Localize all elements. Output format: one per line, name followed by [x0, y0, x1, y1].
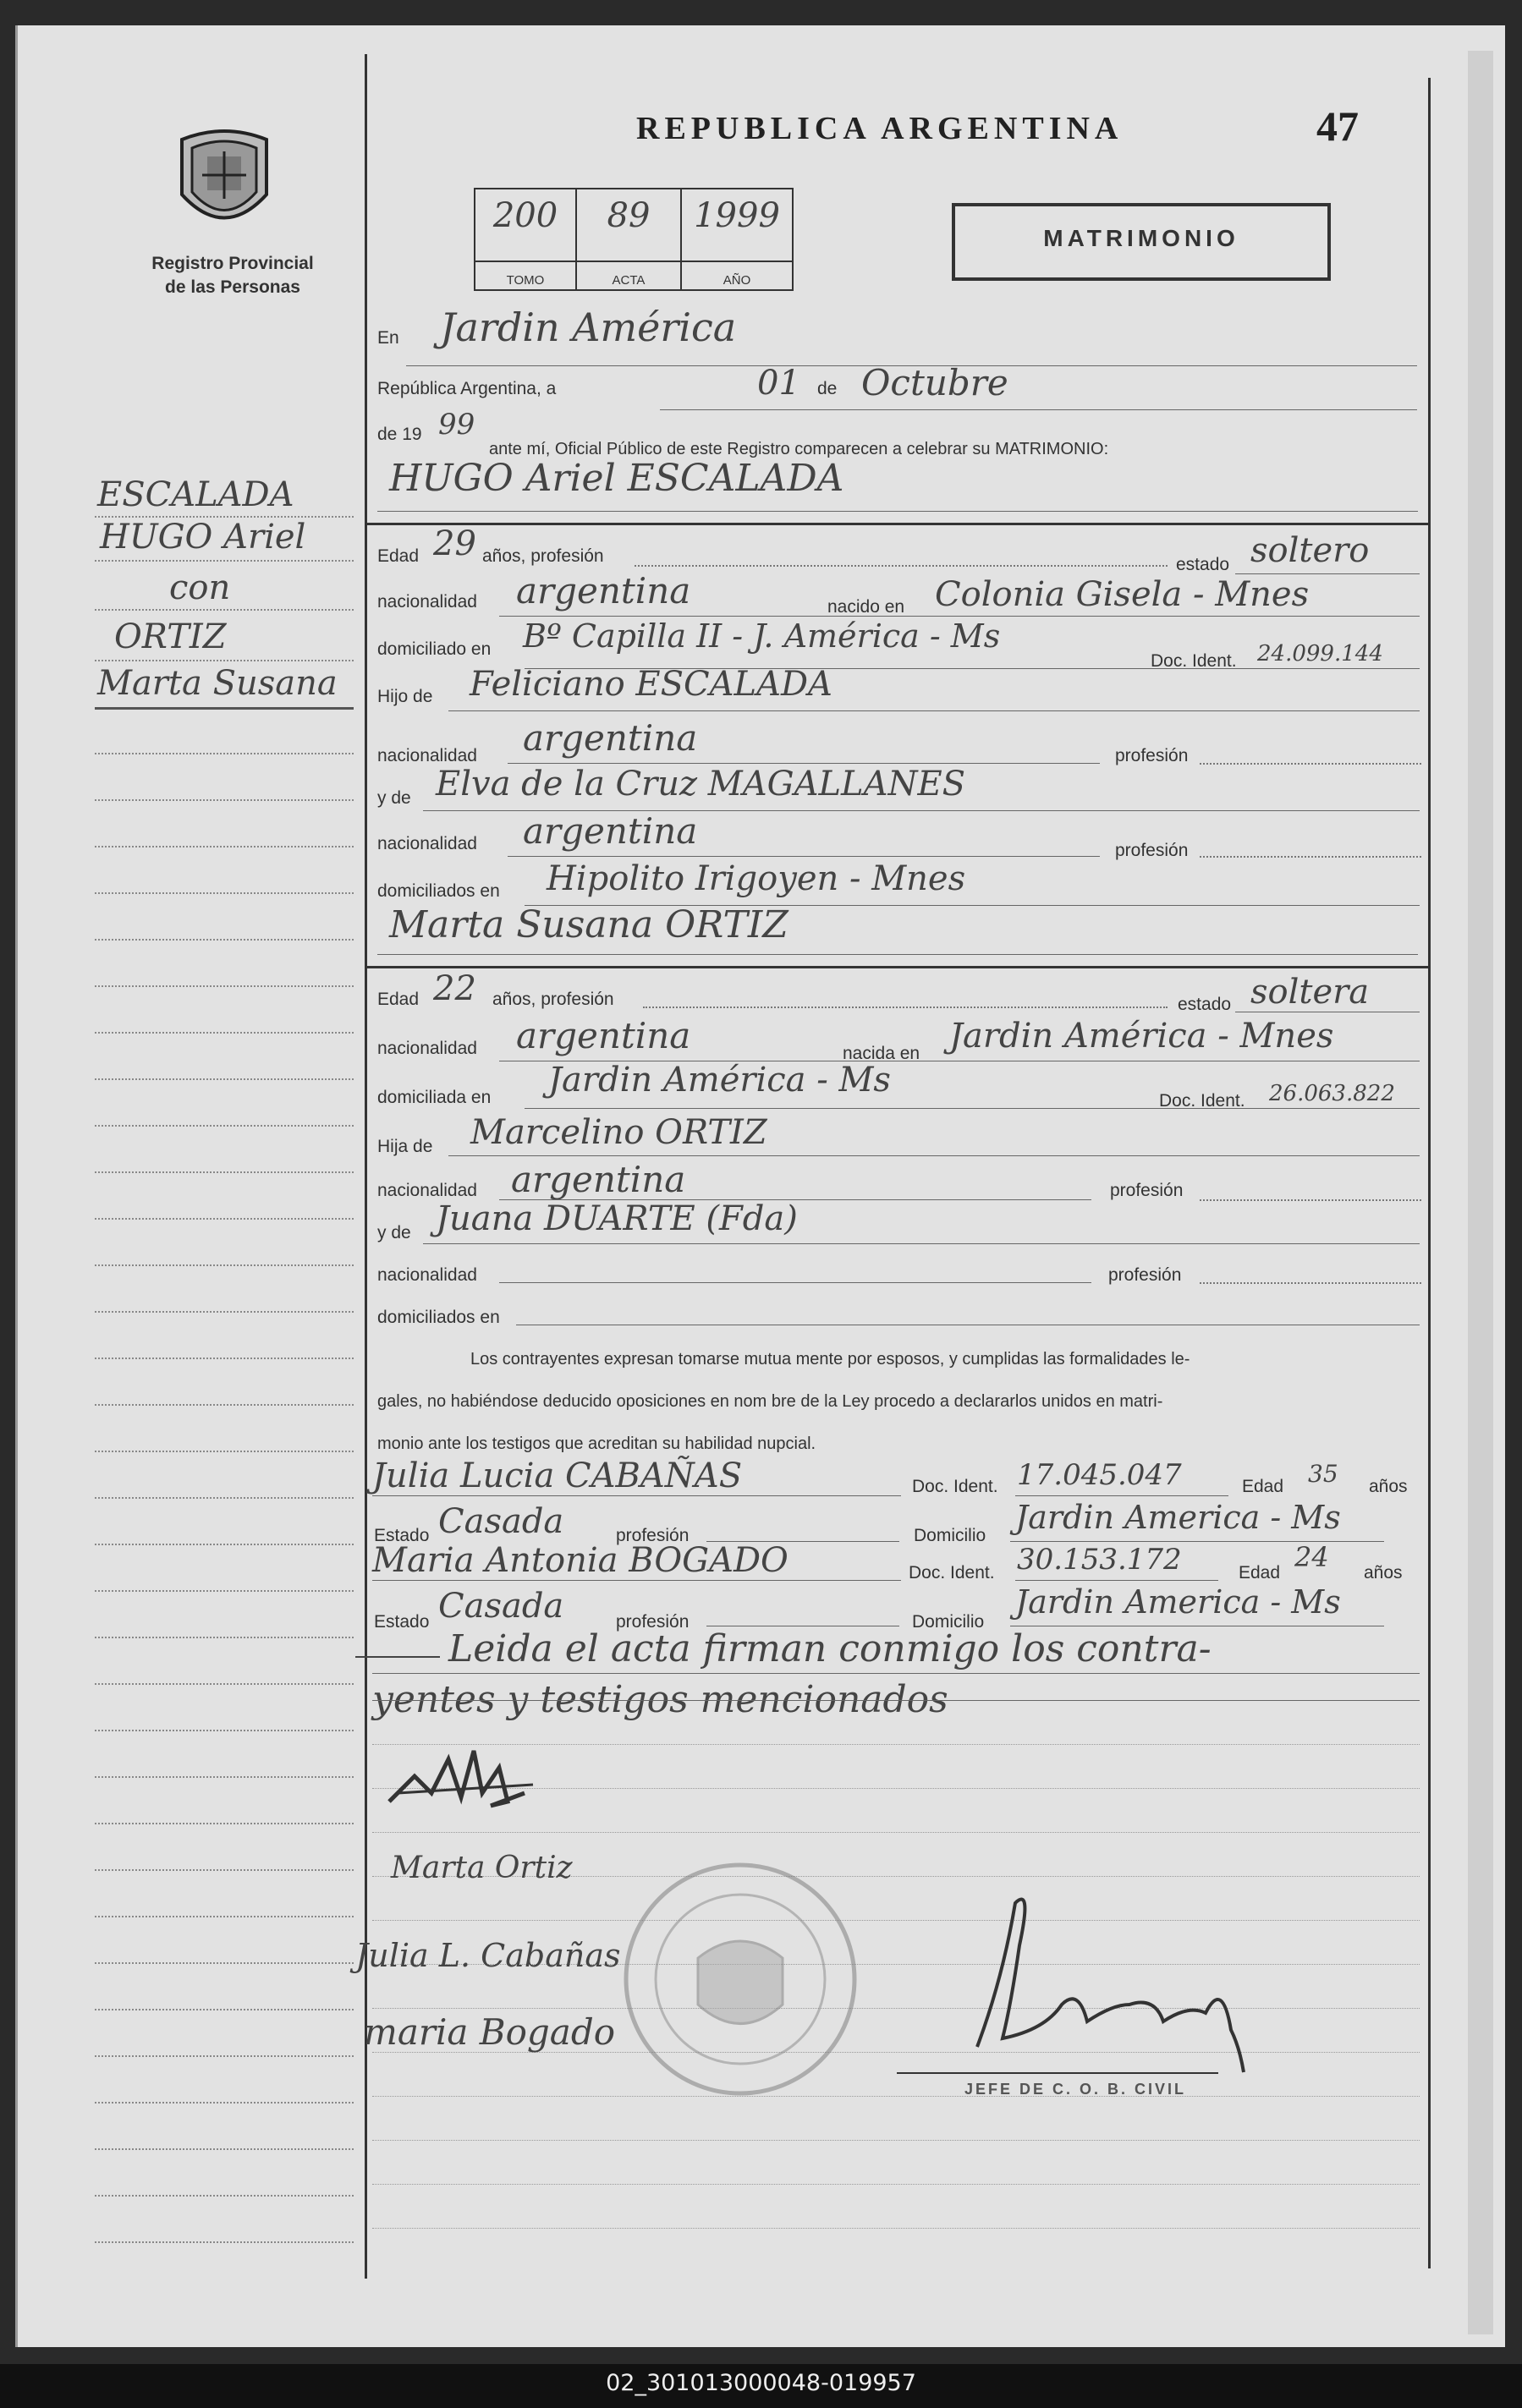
ano-value: 1999 — [694, 196, 780, 235]
witness1-doc-label: Doc. Ident. — [912, 1477, 998, 1496]
groom-doc-label: Doc. Ident. — [1151, 651, 1237, 671]
acta-label: ACTA — [612, 273, 646, 288]
groom-mother-nac: argentina — [523, 810, 698, 852]
groom-father-nac: argentina — [523, 717, 698, 759]
closing-rule-2 — [372, 1700, 1420, 1701]
bride-mother-nac-rule — [499, 1282, 1091, 1283]
signature-witness2: maria Bogado — [364, 2011, 616, 2053]
witness2-prof-label: profesión — [616, 1612, 690, 1632]
groom-domicilio: Bº Capilla II - J. América - Ms — [523, 617, 1001, 655]
ano-cell — [682, 189, 792, 289]
witness2-domicilio: Jardin America - Ms — [1015, 1583, 1341, 1621]
act-type-label: MATRIMONIO — [1043, 225, 1239, 251]
margin-line — [95, 660, 354, 661]
bride-doc-label: Doc. Ident. — [1159, 1091, 1245, 1111]
ano-label: AÑO — [723, 273, 751, 288]
place-value: Jardin América — [440, 304, 737, 350]
groom-prof-line — [635, 565, 1168, 567]
groom-mother: Elva de la Cruz MAGALLANES — [436, 765, 966, 804]
groom-section-rule — [367, 523, 1430, 525]
witness1-estado-label: Estado — [374, 1526, 430, 1545]
bride-hija-label: Hija de — [377, 1137, 433, 1156]
margin-line — [95, 707, 354, 710]
groom-anos-prof-label: años, profesión — [482, 546, 604, 566]
day-value: 01 — [757, 364, 800, 403]
republica-label: República Argentina, a — [377, 379, 557, 398]
witness2-edad-label: Edad — [1239, 1563, 1281, 1582]
groom-domiciliados-label: domiciliados en — [377, 881, 500, 901]
witness2-name-rule — [372, 1580, 901, 1581]
witness1-anos-label: años — [1369, 1477, 1408, 1496]
witness1-domicilio: Jardin America - Ms — [1015, 1499, 1341, 1536]
groom-signature — [381, 1734, 550, 1818]
bride-domicilio: Jardin América - Ms — [548, 1061, 891, 1100]
bride-yde-label: y de — [377, 1223, 411, 1242]
groom-mother-nac-rule — [508, 856, 1100, 857]
margin-given-groom: HUGO Ariel — [100, 518, 306, 557]
groom-dom-label: domiciliado en — [377, 639, 492, 659]
page-number: 47 — [1316, 102, 1359, 150]
bride-father-prof-line — [1200, 1199, 1421, 1201]
scan-identifier: 02_301013000048-019957 — [606, 2370, 916, 2396]
groom-nacionalidad: argentina — [516, 570, 691, 612]
witness1-doc-rule — [1015, 1495, 1228, 1496]
bride-father-nac-label: nacionalidad — [377, 1181, 477, 1200]
bride-mother-rule — [423, 1243, 1420, 1244]
bride-name-rule — [377, 954, 1418, 955]
bride-edad-label: Edad — [377, 990, 420, 1009]
declaration-line-2: gales, no habiéndose deducido oposiciones en nom bre de la Ley procedo a declararlos unidos en matri- — [377, 1392, 1163, 1411]
groom-mother-nac-label: nacionalidad — [377, 834, 477, 853]
groom-father-rule — [448, 710, 1420, 711]
record-box-divider — [475, 261, 792, 262]
page-edge — [1468, 51, 1493, 2334]
bride-mother-prof-line — [1200, 1282, 1421, 1284]
bride-nacida-en: Jardin América - Mnes — [949, 1017, 1334, 1056]
closing-rule-1 — [372, 1673, 1420, 1674]
bride-nacida-label: nacida en — [843, 1044, 920, 1063]
registry-name-line1: Registro Provincial — [151, 254, 314, 273]
witness1-name: Julia Lucia CABAÑAS — [372, 1456, 743, 1495]
margin-surname-groom: ESCALADA — [97, 475, 294, 514]
bride-estado-label: estado — [1178, 995, 1232, 1014]
margin-surname-bride: ORTIZ — [114, 617, 227, 656]
groom-doc: 24.099.144 — [1257, 641, 1383, 666]
margin-line — [95, 560, 354, 562]
bride-section-rule — [367, 966, 1430, 968]
witness1-dom-label: Domicilio — [914, 1526, 986, 1545]
registry-name-line2: de las Personas — [165, 277, 300, 297]
groom-estado: soltero — [1250, 531, 1370, 570]
witness1-doc: 17.045.047 — [1017, 1458, 1182, 1492]
official-signature-rule — [897, 2072, 1218, 2074]
signature-bride: Marta Ortiz — [391, 1851, 573, 1885]
groom-father-nac-label: nacionalidad — [377, 746, 477, 765]
de-label: de — [817, 379, 838, 398]
de19-label: de 19 — [377, 425, 422, 444]
groom-name: HUGO Ariel ESCALADA — [389, 457, 844, 500]
year-digits-value: 99 — [438, 408, 475, 442]
acta-cell — [577, 189, 682, 289]
witness2-edad: 24 — [1294, 1541, 1329, 1573]
bride-nacionalidad: argentina — [516, 1015, 691, 1056]
margin-con: con — [169, 568, 231, 607]
provincial-seal-icon — [173, 123, 275, 241]
bride-doc: 26.063.822 — [1269, 1081, 1395, 1106]
bride-father-prof-label: profesión — [1110, 1181, 1184, 1200]
groom-father-prof-line — [1200, 763, 1421, 765]
bride-mother-prof-label: profesión — [1108, 1265, 1182, 1285]
groom-father: Feliciano ESCALADA — [470, 665, 832, 704]
bride-father-rule — [448, 1155, 1420, 1156]
tomo-label: TOMO — [506, 273, 545, 288]
witness1-name-rule — [372, 1495, 901, 1496]
closing-note-line-1: Leida el acta firman conmigo los contra- — [448, 1627, 1212, 1670]
form-right-border — [1428, 78, 1431, 2268]
acta-value: 89 — [607, 196, 651, 235]
date-rule — [660, 409, 1417, 410]
official-round-stamp-icon — [618, 1857, 863, 2102]
record-number-box — [474, 188, 794, 291]
official-signature — [952, 1878, 1290, 2089]
bride-dom-label: domiciliada en — [377, 1088, 492, 1107]
witness1-edad: 35 — [1308, 1460, 1338, 1488]
witness2-name: Maria Antonia BOGADO — [372, 1541, 788, 1580]
declaration-line-3: monio ante los testigos que acreditan su habilidad nupcial. — [377, 1434, 816, 1453]
witness2-estado-label: Estado — [374, 1612, 430, 1632]
groom-estado-rule — [1235, 573, 1420, 574]
bride-father-nac: argentina — [511, 1159, 686, 1200]
witness1-estado: Casada — [438, 1502, 564, 1541]
margin-line — [95, 609, 354, 611]
tomo-cell — [475, 189, 577, 289]
witness2-estado: Casada — [438, 1587, 564, 1626]
groom-edad-label: Edad — [377, 546, 420, 566]
en-label: En — [377, 328, 399, 348]
witness1-edad-label: Edad — [1242, 1477, 1284, 1496]
groom-edad: 29 — [433, 524, 476, 563]
groom-nac-label: nacionalidad — [377, 592, 477, 612]
bride-mother: Juana DUARTE (Fda) — [436, 1199, 798, 1238]
document-title: REPUBLICA ARGENTINA — [636, 111, 1124, 146]
groom-estado-label: estado — [1176, 555, 1230, 574]
bride-anos-prof-label: años, profesión — [492, 990, 614, 1009]
bride-estado: soltera — [1250, 973, 1370, 1012]
bride-dom-rule — [525, 1108, 1420, 1109]
witness2-doc-rule — [1015, 1580, 1218, 1581]
witness2-doc-label: Doc. Ident. — [909, 1563, 995, 1582]
closing-dash — [355, 1656, 440, 1658]
tomo-value: 200 — [492, 196, 558, 235]
groom-father-nac-rule — [508, 763, 1100, 764]
bride-nac-label: nacionalidad — [377, 1039, 477, 1058]
declaration-line-1: Los contrayentes expresan tomarse mutua mente por esposos, y cumplidas las formalidades le- — [470, 1350, 1190, 1369]
groom-mother-prof-line — [1200, 856, 1421, 858]
groom-father-prof-label: profesión — [1115, 746, 1189, 765]
bride-prof-line — [643, 1007, 1168, 1008]
official-stamp-text: JEFE DE C. O. B. CIVIL — [964, 2081, 1187, 2098]
groom-nacido-label: nacido en — [827, 597, 905, 617]
ante-text: ante mí, Oficial Público de este Registro comparecen a celebrar su MATRIMONIO: — [489, 440, 1109, 458]
groom-mother-prof-label: profesión — [1115, 841, 1189, 860]
margin-given-bride: Marta Susana — [97, 664, 338, 703]
groom-parents-dom: Hipolito Irigoyen - Mnes — [547, 859, 966, 898]
witness2-dom-label: Domicilio — [912, 1612, 985, 1632]
bride-father: Marcelino ORTIZ — [470, 1113, 767, 1152]
month-value: Octubre — [861, 362, 1008, 403]
witness2-doc: 30.153.172 — [1017, 1543, 1182, 1577]
witness1-prof-label: profesión — [616, 1526, 690, 1545]
signature-witness1: Julia L. Cabañas — [355, 1937, 621, 1974]
witness2-anos-label: años — [1364, 1563, 1403, 1582]
bride-edad: 22 — [433, 969, 476, 1008]
groom-nacido-en: Colonia Gisela - Mnes — [935, 575, 1310, 614]
groom-yde-label: y de — [377, 788, 411, 808]
bride-mother-nac-label: nacionalidad — [377, 1265, 477, 1285]
closing-note-line-2: yentes y testigos mencionados — [372, 1678, 948, 1721]
bride-domiciliados-label: domiciliados en — [377, 1308, 500, 1327]
groom-hijo-label: Hijo de — [377, 687, 433, 706]
groom-nac-rule — [499, 616, 1420, 617]
groom-name-rule — [377, 511, 1418, 512]
bride-name: Marta Susana ORTIZ — [389, 903, 788, 946]
